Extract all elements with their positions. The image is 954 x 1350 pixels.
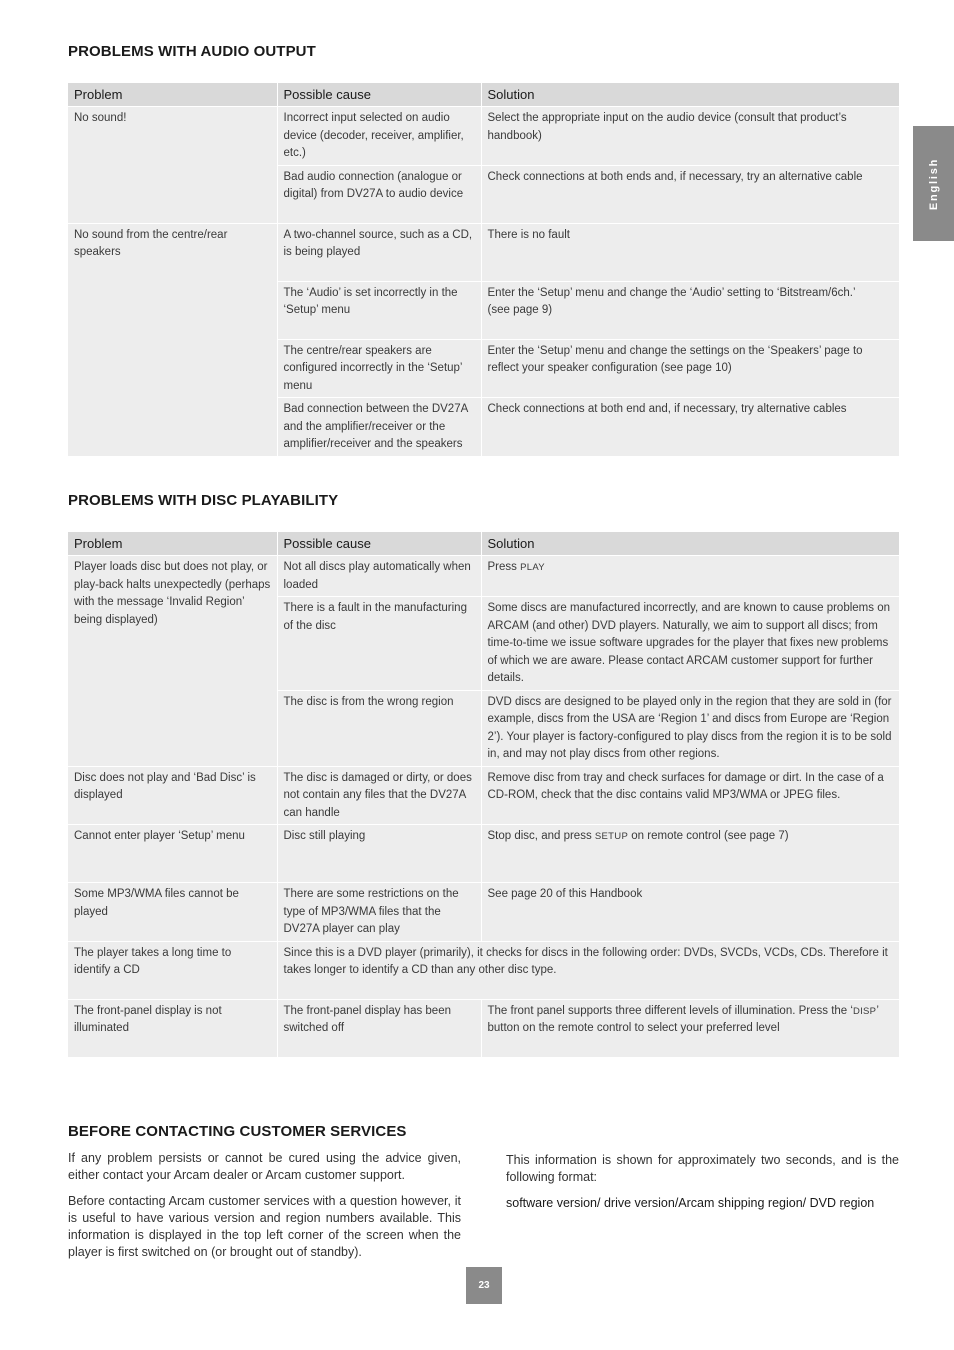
solution-cell bbox=[481, 556, 899, 597]
header-problem: Problem bbox=[68, 83, 277, 107]
table-row bbox=[68, 941, 899, 999]
cause-cell: Bad connection between the DV27A and the amplifier/receiver or the amplifier/receiver and the speakers bbox=[277, 398, 481, 456]
cause-cell: Bad audio connection (analogue or digital) from DV27A to audio device bbox=[277, 165, 481, 223]
language-tab-label: English bbox=[927, 157, 940, 210]
cause-cell: Disc still playing bbox=[277, 825, 481, 883]
solution-text: The front panel supports three different levels of illumination. Press the ‘ bbox=[487, 1004, 853, 1017]
cause-cell: A two-channel source, such as a CD, is being played bbox=[277, 223, 481, 281]
setup-key-label: SETUP bbox=[594, 831, 629, 842]
customer-left-column bbox=[68, 1150, 461, 1270]
solution-text: Stop disc, and press bbox=[487, 830, 595, 842]
table-row bbox=[68, 107, 899, 166]
solution-text-end: on remote control (see page 7) bbox=[628, 830, 789, 842]
table-row bbox=[68, 223, 899, 281]
solution-cell: Enter the ‘Setup’ menu and change the settings on the ‘Speakers’ page to reflect your speaker configuration (see page 10) bbox=[481, 339, 899, 398]
version-format-line: software version/ drive version/Arcam shipping region/ DVD region bbox=[506, 1196, 875, 1210]
cause-cell: The front-panel display has been switched off bbox=[277, 999, 481, 1057]
customer-paragraph-2: Before contacting Arcam customer services with a question however, it is useful to have various version and region numbers available. This information is displayed in the top left corner of the screen when the player is first switched on (or brought out of standby). bbox=[68, 1194, 461, 1259]
customer-paragraph-3: This information is shown for approximately two seconds, and is the following format: bbox=[506, 1153, 899, 1184]
problem-cell: Some MP3/WMA files cannot be played bbox=[68, 883, 277, 942]
solution-text: Enter the ‘Setup’ menu and change the ‘Audio’ setting to ‘Bitstream/6ch.’ bbox=[487, 286, 856, 299]
play-key-label: PLAY bbox=[520, 562, 545, 573]
solution-cell: Remove disc from tray and check surfaces for damage or dirt. In the case of a CD-ROM, check that the disc contains valid MP3/WMA or JPEG files. bbox=[481, 766, 899, 825]
page-number: 23 bbox=[466, 1267, 502, 1304]
solution-cell: Some discs are manufactured incorrectly, and are known to cause problems on ARCAM (and other) DVD players. Naturally, we aim to support all discs; from time-to-time we issue software upgrades for the player that fixes new problems of which we are aware. Please contact ARCAM customer support for further details. bbox=[481, 597, 899, 691]
solution-cell bbox=[481, 281, 899, 339]
problem-cell: Cannot enter player ‘Setup’ menu bbox=[68, 825, 277, 883]
table-header-row bbox=[68, 532, 899, 556]
solution-cell: DVD discs are designed to be played only in the region that they are sold in (for example, discs from the USA are ‘Region 1’ and discs from Europe are ‘Region 2’). Your player is factory-configured to play discs from the region it is to be sold in, and may not play discs from other regions. bbox=[481, 690, 899, 766]
cause-cell: Incorrect input selected on audio device (decoder, receiver, amplifier, etc.) bbox=[277, 107, 481, 166]
problem-cell: No sound! bbox=[68, 107, 277, 224]
solution-text-end: ’ button on the remote control to select your preferred level bbox=[487, 1004, 879, 1034]
header-cause: Possible cause bbox=[277, 83, 481, 107]
solution-cell: There is no fault bbox=[481, 223, 899, 281]
problem-cell: Player loads disc but does not play, or play-back halts unexpectedly (perhaps with the message ‘Invalid Region’ being displayed) bbox=[68, 556, 277, 767]
disp-key-label: DISP bbox=[852, 1005, 877, 1017]
table-header-row bbox=[68, 83, 899, 107]
cause-cell: Not all discs play automatically when loaded bbox=[277, 556, 481, 597]
cause-cell: The centre/rear speakers are configured incorrectly in the ‘Setup’ menu bbox=[277, 339, 481, 398]
audio-section-title: PROBLEMS WITH AUDIO OUTPUT bbox=[68, 43, 316, 60]
table-row bbox=[68, 883, 899, 942]
cause-cell: There are some restrictions on the type of MP3/WMA files that the DV27A player can play bbox=[277, 883, 481, 942]
table-row bbox=[68, 556, 899, 597]
problem-cell: The front-panel display is not illuminated bbox=[68, 999, 277, 1057]
solution-text: Press bbox=[487, 561, 521, 573]
table-row bbox=[68, 999, 899, 1057]
disc-troubleshooting-table bbox=[68, 532, 899, 1057]
cause-cell: The ‘Audio’ is set incorrectly in the ‘Setup’ menu bbox=[277, 281, 481, 339]
solution-cell: See page 20 of this Handbook bbox=[481, 883, 899, 942]
table-row bbox=[68, 825, 899, 883]
header-solution: Solution bbox=[481, 532, 899, 556]
problem-cell: Disc does not play and ‘Bad Disc’ is displayed bbox=[68, 766, 277, 825]
audio-troubleshooting-table bbox=[68, 83, 899, 456]
solution-text-line2: (see page 9) bbox=[487, 304, 553, 316]
cause-cell: There is a fault in the manufacturing of the disc bbox=[277, 597, 481, 691]
problem-cell: No sound from the centre/rear speakers bbox=[68, 223, 277, 456]
customer-paragraph-1: If any problem persists or cannot be cured using the advice given, either contact your Arcam dealer or Arcam customer support. bbox=[68, 1151, 461, 1182]
customer-section-title: BEFORE CONTACTING CUSTOMER SERVICES bbox=[68, 1123, 407, 1140]
solution-cell bbox=[481, 825, 899, 883]
solution-cell: Check connections at both ends and, if necessary, try an alternative cable bbox=[481, 165, 899, 223]
problem-cell: The player takes a long time to identify a CD bbox=[68, 941, 277, 999]
header-cause: Possible cause bbox=[277, 532, 481, 556]
solution-cell: Check connections at both end and, if necessary, try alternative cables bbox=[481, 398, 899, 456]
language-tab bbox=[913, 126, 954, 241]
cause-cell: The disc is from the wrong region bbox=[277, 690, 481, 766]
disc-section-title: PROBLEMS WITH DISC PLAYABILITY bbox=[68, 492, 339, 509]
table-row bbox=[68, 766, 899, 825]
merged-explanation-cell: Since this is a DVD player (primarily), it checks for discs in the following order: DVDs, SVCDs, VCDs, CDs. Therefore it takes longer to identify a CD than any other disc type. bbox=[277, 941, 899, 999]
customer-right-column bbox=[506, 1152, 899, 1221]
cause-cell: The disc is damaged or dirty, or does not contain any files that the DV27A can handle bbox=[277, 766, 481, 825]
solution-cell bbox=[481, 999, 899, 1057]
solution-cell: Select the appropriate input on the audio device (consult that product’s handbook) bbox=[481, 107, 899, 166]
header-solution: Solution bbox=[481, 83, 899, 107]
header-problem: Problem bbox=[68, 532, 277, 556]
